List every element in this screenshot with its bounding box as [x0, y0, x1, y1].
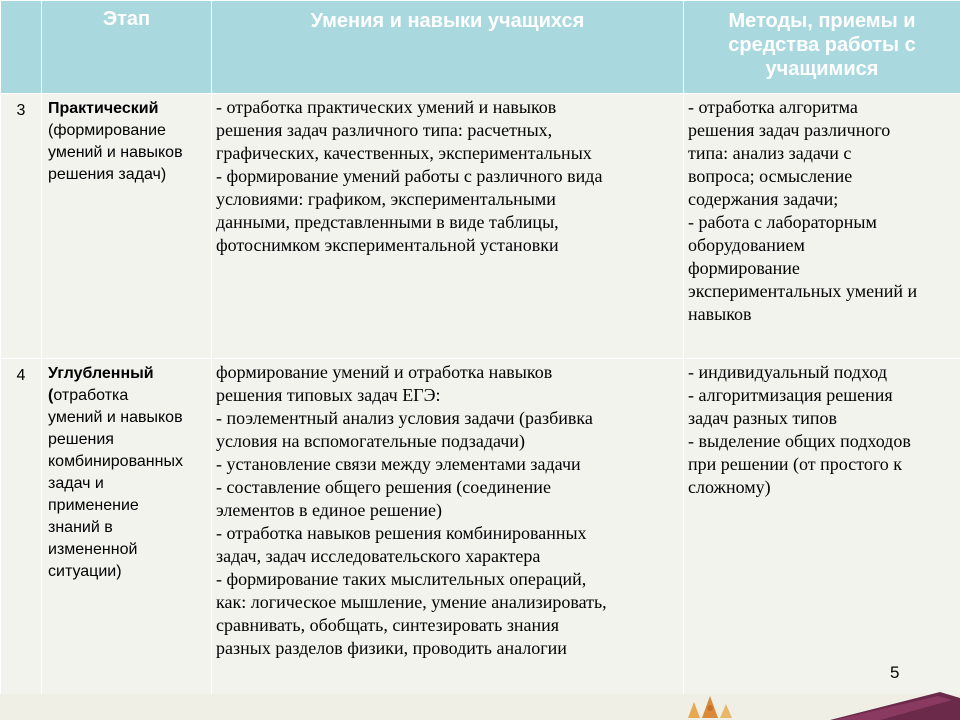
methods-line: экспериментальных умений и — [688, 281, 918, 301]
header-methods-line: средства работы с — [728, 34, 916, 56]
skills-line: элементов в единое решение) — [216, 500, 442, 520]
stage-open-paren: ( — [48, 387, 54, 404]
methods-cell — [684, 359, 960, 718]
page-number: 5 — [890, 663, 900, 682]
skills-line: данными, представленными в виде таблицы, — [216, 212, 559, 232]
row-number: 4 — [1, 359, 42, 718]
stage-line: измененной — [48, 541, 138, 558]
skills-cell — [212, 94, 684, 359]
skills-line: разных разделов физики, проводить аналогии — [216, 638, 567, 658]
methods-line: вопроса; осмысление — [688, 166, 853, 186]
bottom-decoration-strip — [0, 694, 960, 720]
skills-line: задач, задач исследовательского характера — [216, 546, 541, 566]
header-stage: Этап — [42, 1, 212, 94]
flower-decoration-icon — [680, 688, 740, 718]
methods-line: задач разных типов — [688, 408, 838, 428]
skills-line: - формирование таких мыслительных операций, — [216, 569, 587, 589]
methods-line: навыков — [688, 304, 752, 324]
header-methods-line: учащимися — [765, 58, 879, 80]
header-number-cell — [1, 1, 42, 94]
methods-line: сложному) — [688, 477, 771, 497]
stage-line: комбинированных — [48, 453, 183, 470]
methods-line: решения задач различного — [688, 120, 891, 140]
stage-cell — [42, 94, 212, 359]
skills-line: - отработка практических умений и навыков — [216, 97, 557, 117]
stage-title: Углубленный — [48, 365, 154, 382]
stage-line: решения — [48, 431, 114, 448]
table-row — [1, 94, 960, 359]
stage-line: ситуации) — [48, 563, 122, 580]
methods-line: оборудованием — [688, 235, 805, 255]
stage-line: задач и — [48, 475, 104, 492]
stage-first-rest: отработка — [53, 387, 129, 404]
stage-line: умений и навыков — [48, 409, 183, 426]
table-header-row — [1, 1, 960, 94]
skills-line: - составление общего решения (соединение — [216, 477, 551, 497]
methods-line: - работа с лабораторным — [688, 212, 877, 232]
methods-line: - отработка алгоритма — [688, 97, 858, 117]
skills-line: - поэлементный анализ условия задачи (разбивка — [216, 408, 593, 428]
stage-cell — [42, 359, 212, 718]
skills-line: формирование умений и отработка навыков — [216, 362, 553, 382]
stage-title: Практический — [48, 100, 159, 117]
skills-line: условиями: графиком, экспериментальными — [216, 189, 556, 209]
methods-line: формирование — [688, 258, 800, 278]
methods-line: типа: анализ задачи с — [688, 143, 852, 163]
methods-line: при решении (от простого к — [688, 454, 903, 474]
stage-line: применение — [48, 497, 139, 514]
skills-line: решения типовых задач ЕГЭ: — [216, 385, 441, 405]
stage-line-first — [48, 385, 207, 407]
methods-line: - выделение общих подходов — [688, 431, 911, 451]
header-skills: Умения и навыки учащихся — [212, 1, 684, 94]
skills-line: решения задач различного типа: расчетных, — [216, 120, 553, 140]
row-number: 3 — [1, 94, 42, 359]
methods-cell — [684, 94, 960, 359]
skills-line: как: логическое мышление, умение анализировать, — [216, 592, 607, 612]
stage-line: умений и навыков — [48, 144, 183, 161]
stage-line: решения задач) — [48, 166, 167, 183]
skills-line: условия на вспомогательные подзадачи) — [216, 431, 525, 451]
skills-line: - формирование умений работы с различного вида — [216, 166, 603, 186]
skills-line: - отработка навыков решения комбинированных — [216, 523, 587, 543]
book-decoration-icon — [820, 684, 960, 720]
skills-line: фотоснимком экспериментальной установки — [216, 235, 559, 255]
skills-line: - установление связи между элементами задачи — [216, 454, 581, 474]
header-methods-line: Методы, приемы и — [728, 10, 916, 32]
methods-line: - алгоритмизация решения — [688, 385, 893, 405]
stage-line: знаний в — [48, 519, 113, 536]
methods-line: содержания задачи; — [688, 189, 839, 209]
header-methods — [684, 1, 960, 94]
table-row — [1, 359, 960, 718]
methods-line: - индивидуальный подход — [688, 362, 888, 382]
skills-line: графических, качественных, экспериментальных — [216, 143, 592, 163]
skills-cell — [212, 359, 684, 718]
skills-line: сравнивать, обобщать, синтезировать знания — [216, 615, 560, 635]
stage-line: (формирование — [48, 122, 166, 139]
